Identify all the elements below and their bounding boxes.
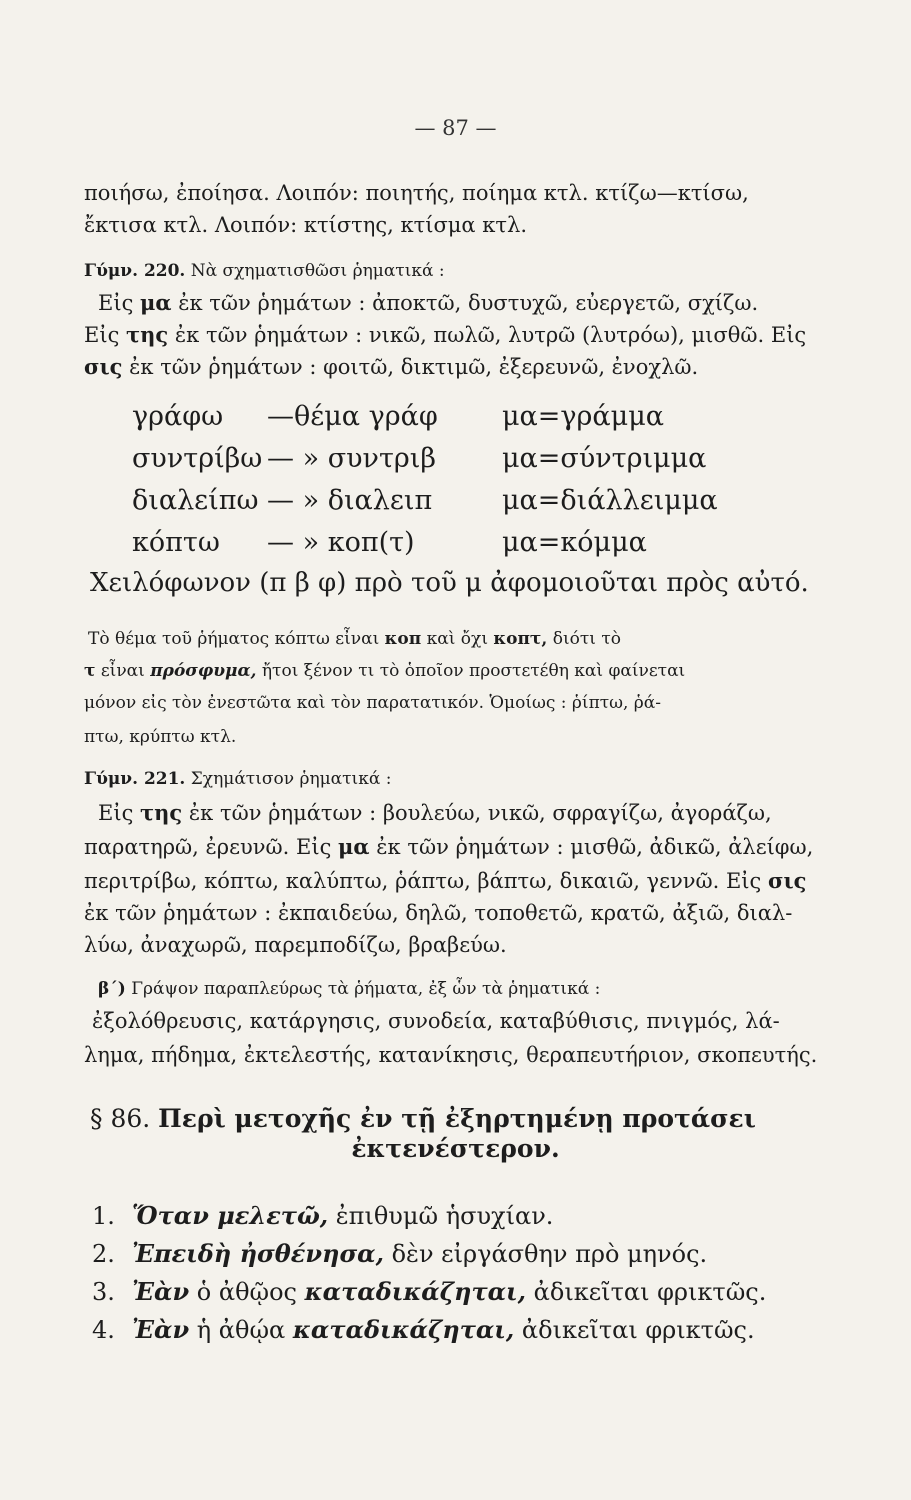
conjugation-row: γράφω —θέμα γράφ μα=γράμμα — [132, 401, 664, 432]
text-line: ποιήσω, ἐποίησα. Λοιπόν: ποιητής, ποίημα κτλ. κτίζω—κτίσω, — [84, 181, 749, 205]
conjugation-row: συντρίβω — » συντριβ μα=σύντριμμα — [132, 443, 707, 474]
conjugation-row: διαλείπω — » διαλειπ μα=διάλλειμμα — [132, 485, 718, 516]
exercise-label: Γύμν. 221. — [84, 769, 186, 789]
text-line: πτω, κρύπτω κτλ. — [84, 727, 237, 747]
page-number: — 87 — — [414, 116, 497, 140]
exercise-221-heading: Γύμν. 221. Σχημάτισον ῥηματικά : — [84, 769, 392, 789]
text-line: Εἰς της ἐκ τῶν ῥημάτων : νικῶ, πωλῶ, λυτρῶ (λυτρόω), μισθῶ. Εἰς — [84, 322, 807, 347]
exercise-220-heading: Γύμν. 220. Νὰ σχηματισθῶσι ῥηματικά : — [84, 261, 445, 281]
text-line: Εἰς της ἐκ τῶν ῥημάτων : βουλεύω, νικῶ, σφραγίζω, ἀγοράζω, — [98, 800, 772, 825]
section-title: Περὶ μετοχῆς ἐν τῇ ἐξηρτημένῃ προτάσει — [158, 1104, 756, 1133]
text-line: ἔκτισα κτλ. Λοιπόν: κτίστης, κτίσμα κτλ. — [84, 213, 528, 237]
text-line: τ εἶναι πρόσφυμα, ἤτοι ξένον τι τὸ ὁποῖον προστετέθη καὶ φαίνεται — [84, 661, 686, 681]
text-line: ἐκ τῶν ῥημάτων : ἐκπαιδεύω, δηλῶ, τοποθετῶ, κρατῶ, ἀξιῶ, διαλ- — [84, 901, 793, 925]
text-line: μόνον εἰς τὸν ἐνεστῶτα καὶ τὸν παρατατικόν. Ὁμοίως : ῥίπτω, ῥά- — [84, 693, 662, 713]
text-line: Τὸ θέμα τοῦ ῥήματος κόπτω εἶναι κοπ καὶ ὄχι κοπτ, διότι τὸ — [88, 629, 621, 649]
text-line: β΄) Γράψον παραπλεύρως τὰ ῥήματα, ἐξ ὧν τὰ ῥηματικά : — [98, 979, 601, 999]
example-sentence: 4. Ἐὰν ἡ ἀθῴα καταδικάζηται, ἀδικεῖται φρικτῶς. — [92, 1315, 755, 1344]
text-line: λημα, πήδημα, ἐκτελεστής, κατανίκησις, θεραπευτήριον, σκοπευτής. — [84, 1043, 818, 1067]
exercise-label: Γύμν. 220. — [84, 261, 186, 281]
example-sentence: 2. Ἐπειδὴ ἠσθένησα, δὲν εἰργάσθην πρὸ μηνός. — [92, 1239, 708, 1268]
text-line: παρατηρῶ, ἐρευνῶ. Εἰς μα ἐκ τῶν ῥημάτων : μισθῶ, ἀδικῶ, ἀλείφω, — [84, 834, 814, 859]
conjugation-row: κόπτω — » κοπ(τ) μα=κόμμα — [132, 527, 647, 558]
text-line: σις ἐκ τῶν ῥημάτων : φοιτῶ, δικτιμῶ, ἐξερευνῶ, ἐνοχλῶ. — [84, 354, 699, 379]
labial-rule: Χειλόφωνον (π β φ) πρὸ τοῦ μ ἀφομοιοῦται πρὸς αὐτό. — [90, 568, 809, 598]
section-heading — [90, 1102, 830, 1135]
text-line: περιτρίβω, κόπτω, καλύπτω, ῥάπτω, βάπτω, δικαιῶ, γεννῶ. Εἰς σις — [84, 868, 807, 893]
section-number: § 86. — [90, 1104, 151, 1133]
example-sentence: 3. Ἐὰν ὁ ἀθῷος καταδικάζηται, ἀδικεῖται φρικτῶς. — [92, 1277, 767, 1306]
section-title-continued: ἐκτενέστερον. — [351, 1134, 560, 1163]
text-line: ἐξολόθρευσις, κατάργησις, συνοδεία, καταβύθισις, πνιγμός, λά- — [92, 1009, 780, 1033]
text-line: λύω, ἀναχωρῶ, παρεμποδίζω, βραβεύω. — [84, 933, 507, 957]
example-sentence: 1. Ὅταν μελετῶ, ἐπιθυμῶ ἡσυχίαν. — [92, 1201, 554, 1230]
text-line: Εἰς μα ἐκ τῶν ῥημάτων : ἀποκτῶ, δυστυχῶ, εὐεργετῶ, σχίζω. — [98, 290, 759, 315]
